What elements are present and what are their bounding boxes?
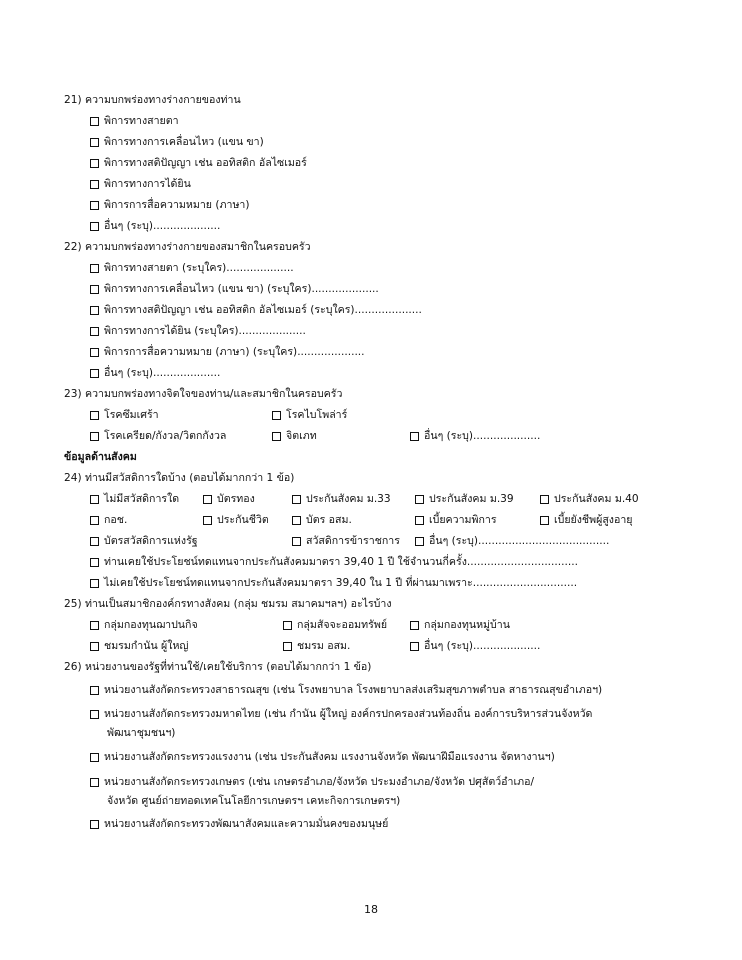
checkbox-icon[interactable] [90,264,99,273]
checkbox-icon[interactable] [90,222,99,231]
checkbox-icon[interactable] [283,642,292,651]
q24-option[interactable]: เบี้ยความพิการ [415,512,497,529]
checkbox-icon[interactable] [90,348,99,357]
checkbox-icon[interactable] [410,642,419,651]
checkbox-icon[interactable] [410,621,419,630]
q24-option[interactable]: ประกันสังคม ม.33 [292,491,391,508]
checkbox-icon[interactable] [410,432,419,441]
q25-option[interactable]: กลุ่มกองทุนฌาปนกิจ [90,617,198,634]
checkbox-icon[interactable] [90,686,99,695]
checkbox-icon[interactable] [90,327,99,336]
q22-option[interactable]: อื่นๆ (ระบุ).................... [90,365,220,382]
checkbox-icon[interactable] [540,495,549,504]
q24-option[interactable]: กอช. [90,512,127,529]
q22-option[interactable]: พิการทางการเคลื่อนไหว (แขน ขา) (ระบุใคร).................... [90,281,379,298]
q25-option[interactable]: ชมรม อสม. [283,638,350,655]
checkbox-icon[interactable] [90,558,99,567]
section-heading-social: ข้อมูลด้านสังคม [64,451,137,464]
q21-option[interactable]: อื่นๆ (ระบุ).................... [90,218,220,235]
checkbox-icon[interactable] [90,159,99,168]
checkbox-icon[interactable] [90,306,99,315]
q24-option[interactable]: ประกันชีวิต [203,512,269,529]
checkbox-icon[interactable] [203,516,212,525]
checkbox-icon[interactable] [90,516,99,525]
checkbox-icon[interactable] [415,495,424,504]
q26-option[interactable]: หน่วยงานสังกัดกระทรวงสาธารณสุข (เช่น โรงพยาบาล โรงพยาบาลส่งเสริมสุขภาพตำบล สาธารณสุขอำเภอฯ) [90,682,602,699]
q25-title: 25) ท่านเป็นสมาชิกองค์กรทางสังคม (กลุ่ม ชมรม สมาคมฯลฯ) อะไรบ้าง [64,598,392,611]
checkbox-icon[interactable] [292,516,301,525]
checkbox-icon[interactable] [90,180,99,189]
q22-option[interactable]: พิการทางสติปัญญา เช่น ออทิสติก อัลไซเมอร์ (ระบุใคร).................... [90,302,422,319]
checkbox-icon[interactable] [90,579,99,588]
q21-option[interactable]: พิการทางสติปัญญา เช่น ออทิสติก อัลไซเมอร์ [90,155,307,172]
checkbox-icon[interactable] [90,138,99,147]
q26-option[interactable]: หน่วยงานสังกัดกระทรวงมหาดไทย (เช่น กำนัน ผู้ใหญ่ องค์กรปกครองส่วนท้องถิ่น องค์การบริหารส่วนจังหวัด [90,706,592,723]
q23-option[interactable]: โรคไบโพล่าร์ [272,407,347,424]
q24-option[interactable]: อื่นๆ (ระบุ)....................................... [415,533,609,550]
q24-option[interactable]: สวัสดิการข้าราชการ [292,533,400,550]
q21-option[interactable]: พิการการสื่อความหมาย (ภาษา) [90,197,250,214]
q23-title: 23) ความบกพร่องทางจิตใจของท่าน/และสมาชิกในครอบครัว [64,388,343,401]
q24-option[interactable]: บัตร อสม. [292,512,352,529]
checkbox-icon[interactable] [292,537,301,546]
q21-option[interactable]: พิการทางสายตา [90,113,179,130]
q26-option[interactable]: หน่วยงานสังกัดกระทรวงพัฒนาสังคมและความมั่นคงของมนุษย์ [90,816,388,833]
checkbox-icon[interactable] [90,117,99,126]
q24-option[interactable]: ไม่มีสวัสดิการใด [90,491,179,508]
q24-title: 24) ท่านมีสวัสดิการใดบ้าง (ตอบได้มากกว่า 1 ข้อ) [64,472,295,485]
q21-option[interactable]: พิการทางการได้ยิน [90,176,191,193]
checkbox-icon[interactable] [90,642,99,651]
checkbox-icon[interactable] [90,285,99,294]
q25-option[interactable]: อื่นๆ (ระบุ).................... [410,638,540,655]
q23-option[interactable]: โรคซึมเศร้า [90,407,159,424]
q25-option[interactable]: กลุ่มสัจจะออมทรัพย์ [283,617,387,634]
checkbox-icon[interactable] [90,778,99,787]
checkbox-icon[interactable] [90,432,99,441]
checkbox-icon[interactable] [292,495,301,504]
checkbox-icon[interactable] [90,710,99,719]
q26-title: 26) หน่วยงานของรัฐที่ท่านใช้/เคยใช้บริการ (ตอบได้มากกว่า 1 ข้อ) [64,661,372,674]
q22-option[interactable]: พิการทางการได้ยิน (ระบุใคร).................... [90,323,306,340]
q24-option[interactable]: บัตรสวัสดิการแห่งรัฐ [90,533,198,550]
q24-option[interactable]: ท่านเคยใช้ประโยชน์ทดแทนจากประกันสังคมมาตรา 39,40 1 ปี ใช้จำนวนกี่ครั้ง................................. [90,554,578,571]
checkbox-icon[interactable] [90,369,99,378]
checkbox-icon[interactable] [90,621,99,630]
checkbox-icon[interactable] [90,201,99,210]
checkbox-icon[interactable] [272,432,281,441]
q24-option[interactable]: ประกันสังคม ม.40 [540,491,639,508]
q24-option[interactable]: บัตรทอง [203,491,255,508]
checkbox-icon[interactable] [203,495,212,504]
checkbox-icon[interactable] [415,537,424,546]
q26-option-continuation: จังหวัด ศูนย์ถ่ายทอดเทคโนโลยีการเกษตรฯ เคหะกิจการเกษตรฯ) [107,795,401,808]
checkbox-icon[interactable] [90,820,99,829]
checkbox-icon[interactable] [90,537,99,546]
checkbox-icon[interactable] [90,495,99,504]
q24-option[interactable]: เบี้ยยังชีพผู้สูงอายุ [540,512,632,529]
q23-option[interactable]: จิตเภท [272,428,317,445]
page-number: 18 [364,903,378,916]
q26-option[interactable]: หน่วยงานสังกัดกระทรวงเกษตร (เช่น เกษตรอำเภอ/จังหวัด ประมงอำเภอ/จังหวัด ปศุสัตว์อำเภอ/ [90,774,534,791]
q21-option[interactable]: พิการทางการเคลื่อนไหว (แขน ขา) [90,134,264,151]
q24-option[interactable]: ไม่เคยใช้ประโยชน์ทดแทนจากประกันสังคมมาตรา 39,40 ใน 1 ปี ที่ผ่านมาเพราะ............................... [90,575,577,592]
q23-option[interactable]: อื่นๆ (ระบุ).................... [410,428,540,445]
q26-option[interactable]: หน่วยงานสังกัดกระทรวงแรงงาน (เช่น ประกันสังคม แรงงานจังหวัด พัฒนาฝีมือแรงงาน จัดหางานฯ) [90,749,555,766]
q22-title: 22) ความบกพร่องทางร่างกายของสมาชิกในครอบครัว [64,241,311,254]
q25-option[interactable]: กลุ่มกองทุนหมู่บ้าน [410,617,510,634]
q22-option[interactable]: พิการทางสายตา (ระบุใคร).................... [90,260,294,277]
checkbox-icon[interactable] [283,621,292,630]
q21-title: 21) ความบกพร่องทางร่างกายของท่าน [64,94,241,107]
checkbox-icon[interactable] [415,516,424,525]
q26-option-continuation: พัฒนาชุมชนฯ) [107,727,176,740]
checkbox-icon[interactable] [90,411,99,420]
q24-option[interactable]: ประกันสังคม ม.39 [415,491,514,508]
q23-option[interactable]: โรคเครียด/กังวล/วิตกกังวล [90,428,226,445]
checkbox-icon[interactable] [272,411,281,420]
checkbox-icon[interactable] [90,753,99,762]
q25-option[interactable]: ชมรมกำนัน ผู้ใหญ่ [90,638,188,655]
q22-option[interactable]: พิการการสื่อความหมาย (ภาษา) (ระบุใคร).................... [90,344,365,361]
checkbox-icon[interactable] [540,516,549,525]
